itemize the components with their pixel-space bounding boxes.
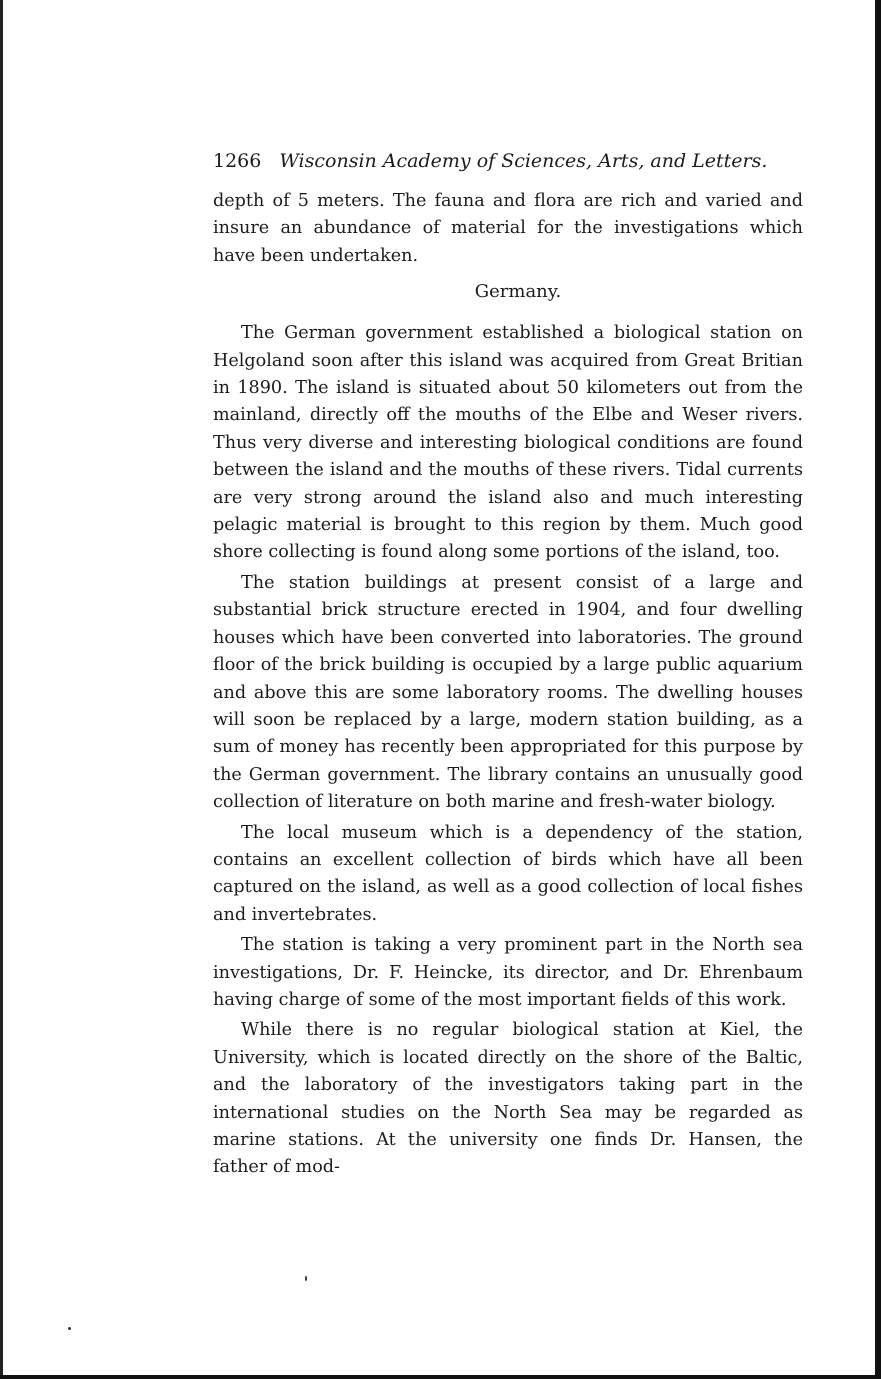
journal-title: Wisconsin Academy of Sciences, Arts, and Letters. xyxy=(279,150,768,172)
paragraph-local-museum: The local museum which is a dependency of the station, contains an excellent collection of birds which have all been captured on the island, as well as a good collection of local fishes and invertebrates. xyxy=(213,822,803,925)
scan-border-left xyxy=(0,0,3,1379)
section-heading-germany: Germany. xyxy=(474,281,562,303)
scan-speck xyxy=(305,1276,307,1281)
paragraph-kiel: While there is no regular biological station at Kiel, the University, which is located directly on the shore of the Baltic, and the laboratory of the investigators taking part in the international studies on the North Sea may be regarded as marine stations. At the university one finds Dr. Hansen, the father of mod- xyxy=(213,1020,803,1178)
paragraph-north-sea: The station is taking a very prominent part in the North sea investigations, Dr. F. Heincke, its director, and Dr. Ehrenbaum having charge of some of the most important fields of this work. xyxy=(213,935,803,1010)
scan-border-right xyxy=(875,0,881,1379)
page-body xyxy=(213,148,803,1182)
paragraph-helgoland: The German government established a biological station on Helgoland soon after this island was acquired from Great Britian in 1890. The island is situated about 50 kilometers out from the mainland, directly off the mouths of the Elbe and Weser rivers. Thus very diverse and interesting biological conditions are found between the island and the mouths of these rivers. Tidal currents are very strong around the island also and much interesting pelagic material is brought to this region by them. Much good shore collecting is found along some portions of the island, too. xyxy=(213,323,803,563)
scan-border-bottom xyxy=(0,1375,881,1379)
paragraph-station-buildings: The station buildings at present consist of a large and substantial brick structure erected in 1904, and four dwelling houses which have been converted into laboratories. The ground floor of the brick building is occupied by a large public aquarium and above this are some laboratory rooms. The dwelling houses will soon be replaced by a large, modern station building, as a sum of money has recently been appropriated for this purpose by the German government. The library contains an unusually good collection of literature on both marine and fresh-water biology. xyxy=(213,572,803,813)
running-head xyxy=(213,148,803,174)
page-number: 1266 xyxy=(213,150,262,172)
scan-speck xyxy=(68,1327,71,1330)
paragraph-continued: depth of 5 meters. The fauna and flora are rich and varied and insure an abundance of material for the investigations which have been undertaken. xyxy=(213,191,803,266)
